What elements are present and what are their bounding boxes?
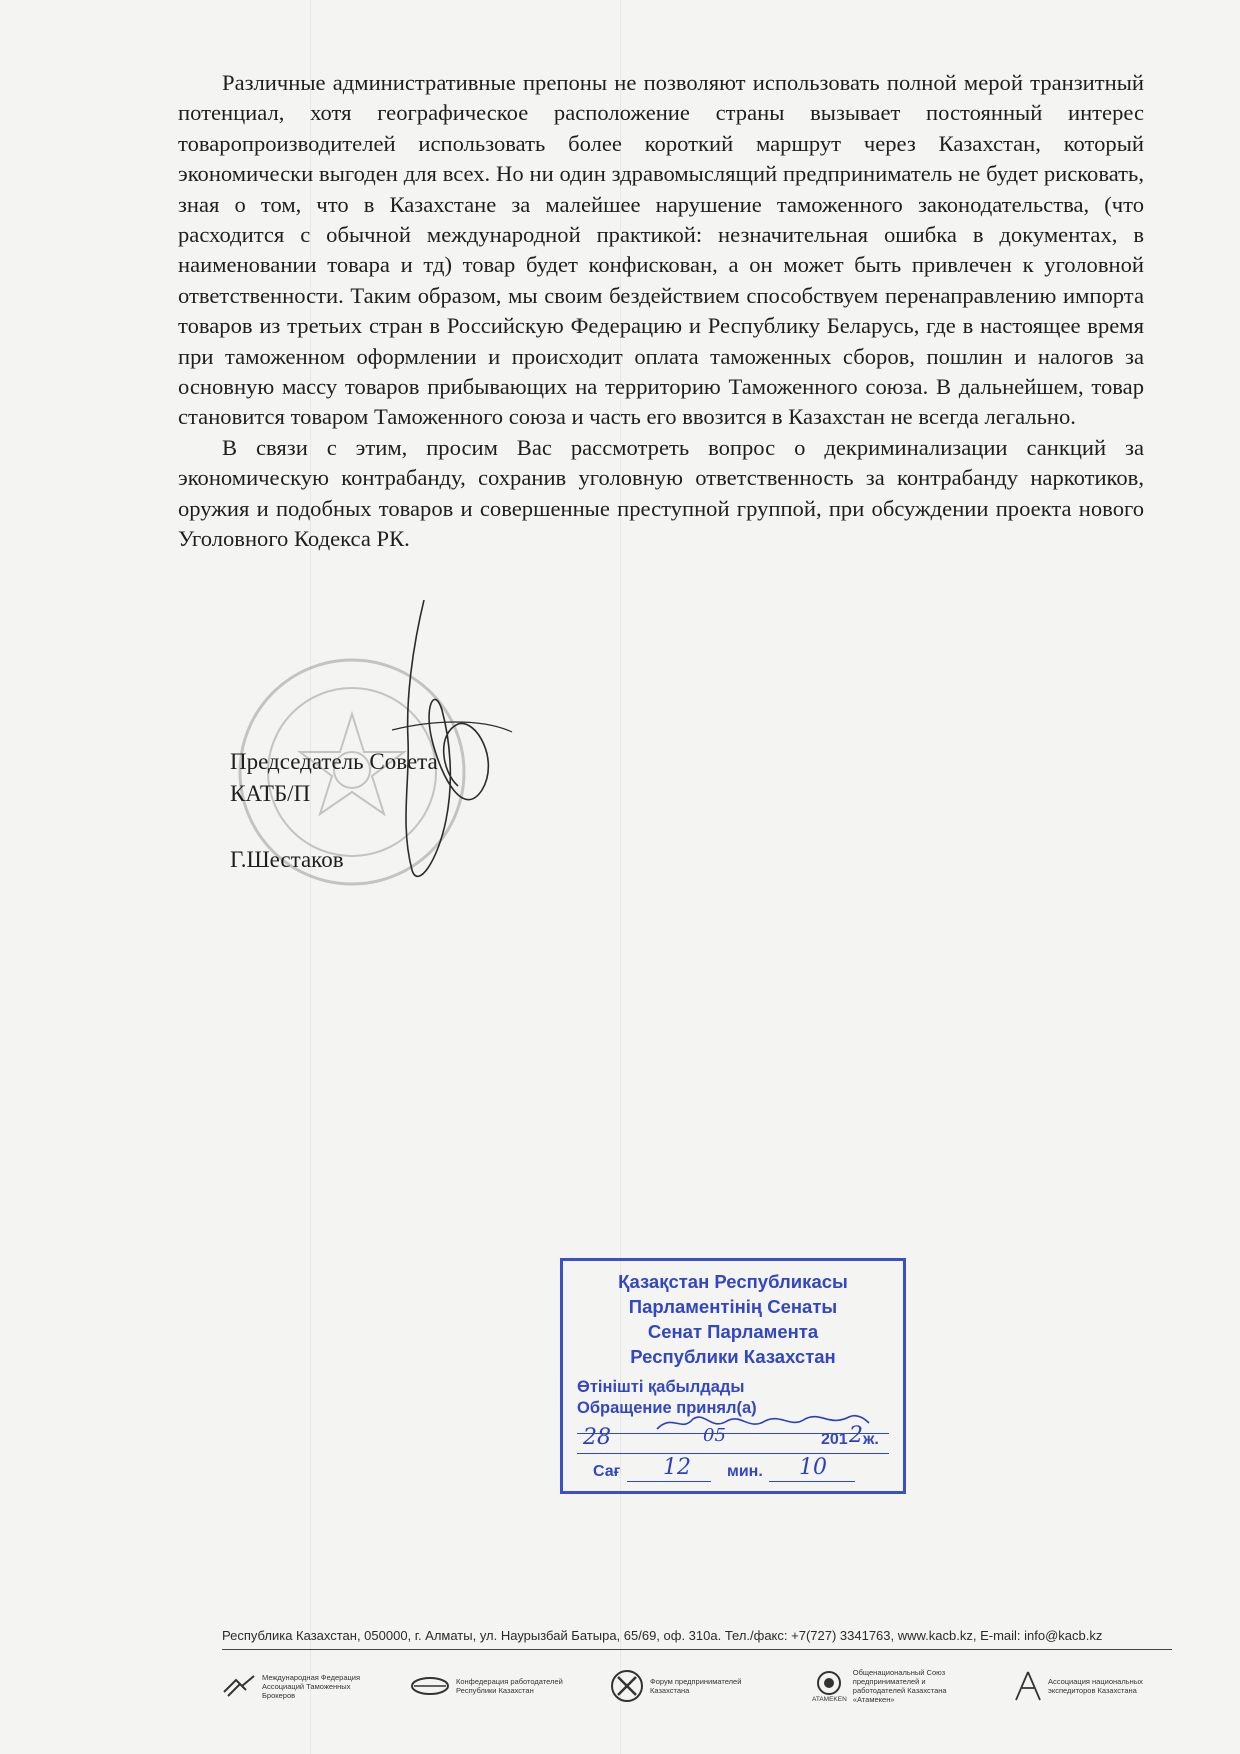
logo-label: Форум предпринимателей Казахстана xyxy=(650,1677,742,1695)
forwarders-association-emblem-icon xyxy=(1014,1670,1042,1702)
customs-brokers-emblem-icon xyxy=(222,1674,256,1698)
stamp-received-kz: Өтінішті қабылдады xyxy=(577,1378,745,1396)
paragraph-2: В связи с этим, просим Вас рассмотреть вопрос о декриминализации санкций за экономическую контрабанду, сохранив уголовную ответственность за контрабанду наркотиков, оружия и подобных товаров и совершенные преступной группой, при обсуждении проекта нового Уголовного Кодекса РК. xyxy=(178,434,1144,552)
atameken-emblem-icon xyxy=(816,1670,842,1696)
logo-label: Конфедерация работодателей Республики Казахстан xyxy=(456,1677,563,1695)
stamp-month: 05 xyxy=(703,1425,726,1446)
stamp-year-prefix: 201 xyxy=(821,1431,848,1448)
partner-logos xyxy=(222,1664,1182,1708)
senate-registration-stamp xyxy=(560,1258,906,1494)
logo-entrepreneurs-forum xyxy=(610,1664,760,1708)
signer-name: Г.Шестаков xyxy=(230,847,344,872)
entrepreneurs-forum-emblem-icon xyxy=(610,1669,644,1703)
signer-organization: КАТБ/П xyxy=(230,781,311,806)
employers-confederation-emblem-icon xyxy=(410,1675,450,1697)
logo-label: Общенациональный Союз предпринимателей и работодателей Казахстана «Атамекен» xyxy=(852,1668,947,1704)
stamp-minute: 10 xyxy=(799,1455,827,1480)
stamp-year-suffix: 2 xyxy=(849,1423,863,1448)
stamp-hour: 12 xyxy=(663,1455,691,1480)
letter-body xyxy=(178,68,1144,555)
logo-label: Международная Федерация Ассоциаций Таможенных Брокеров xyxy=(262,1672,361,1700)
signer-title: Председатель Совета xyxy=(230,749,438,774)
stamp-header: Қазақстан Республикасы Парламентінің Сенаты Сенат Парламента Республики Казахстан xyxy=(618,1271,848,1367)
paragraph-1: Различные административные препоны не позволяют использовать полной мерой транзитный потенциал, хотя географическое расположение страны вызывает постоянный интерес товаропроизводителей использовать более короткий маршрут через Казахстан, который экономически выгоден для всех. Но ни один здравомыслящий предприниматель не будет рисковать, зная о том, что в Казахстане за малейшее нарушение таможенного законодательства, (что расходится с обычной международной практикой: незначительная ошибка в документах, в наименовании товара и тд) товар будет конфискован, а он может быть привлечен к уголовной ответственности. Таким образом, мы своим бездействием способствуем перенаправлению импорта товаров из третьих стран в Российскую Федерацию и Республику Беларусь, где в настоящее время при таможенном оформлении и происходит оплата таможенных сборов, пошлин и налогов за основную массу товаров прибывающих на территорию Таможенного союза. В дальнейшем, товар становится товаром Таможенного союза и часть его ввозится в Казахстан не всегда легально. xyxy=(178,70,1144,430)
logo-forwarders-association xyxy=(1014,1664,1158,1708)
logo-employers-confederation xyxy=(410,1664,566,1708)
logo-atameken xyxy=(812,1664,963,1708)
stamp-hour-label: Сағ xyxy=(593,1463,621,1480)
logo-label: Ассоциация национальных экспедиторов Казахстана xyxy=(1048,1677,1143,1695)
footer-address: Республика Казахстан, 050000, г. Алматы, ул. Наурызбай Батыра, 65/69, оф. 310а. Тел./факс: +7(727) 3341763, www.kacb.kz, E-mail: info@kacb.kz xyxy=(222,1628,1172,1650)
stamp-year-unit: ж. xyxy=(863,1431,879,1448)
handwritten-signature xyxy=(372,590,522,890)
stamp-minute-label: мин. xyxy=(727,1463,763,1480)
atameken-caption: ATAMEKEN xyxy=(812,1695,847,1703)
stamp-day: 28 xyxy=(583,1425,611,1450)
logo-customs-brokers xyxy=(222,1664,372,1708)
stamp-received-ru: Обращение принял(а) xyxy=(577,1399,757,1417)
